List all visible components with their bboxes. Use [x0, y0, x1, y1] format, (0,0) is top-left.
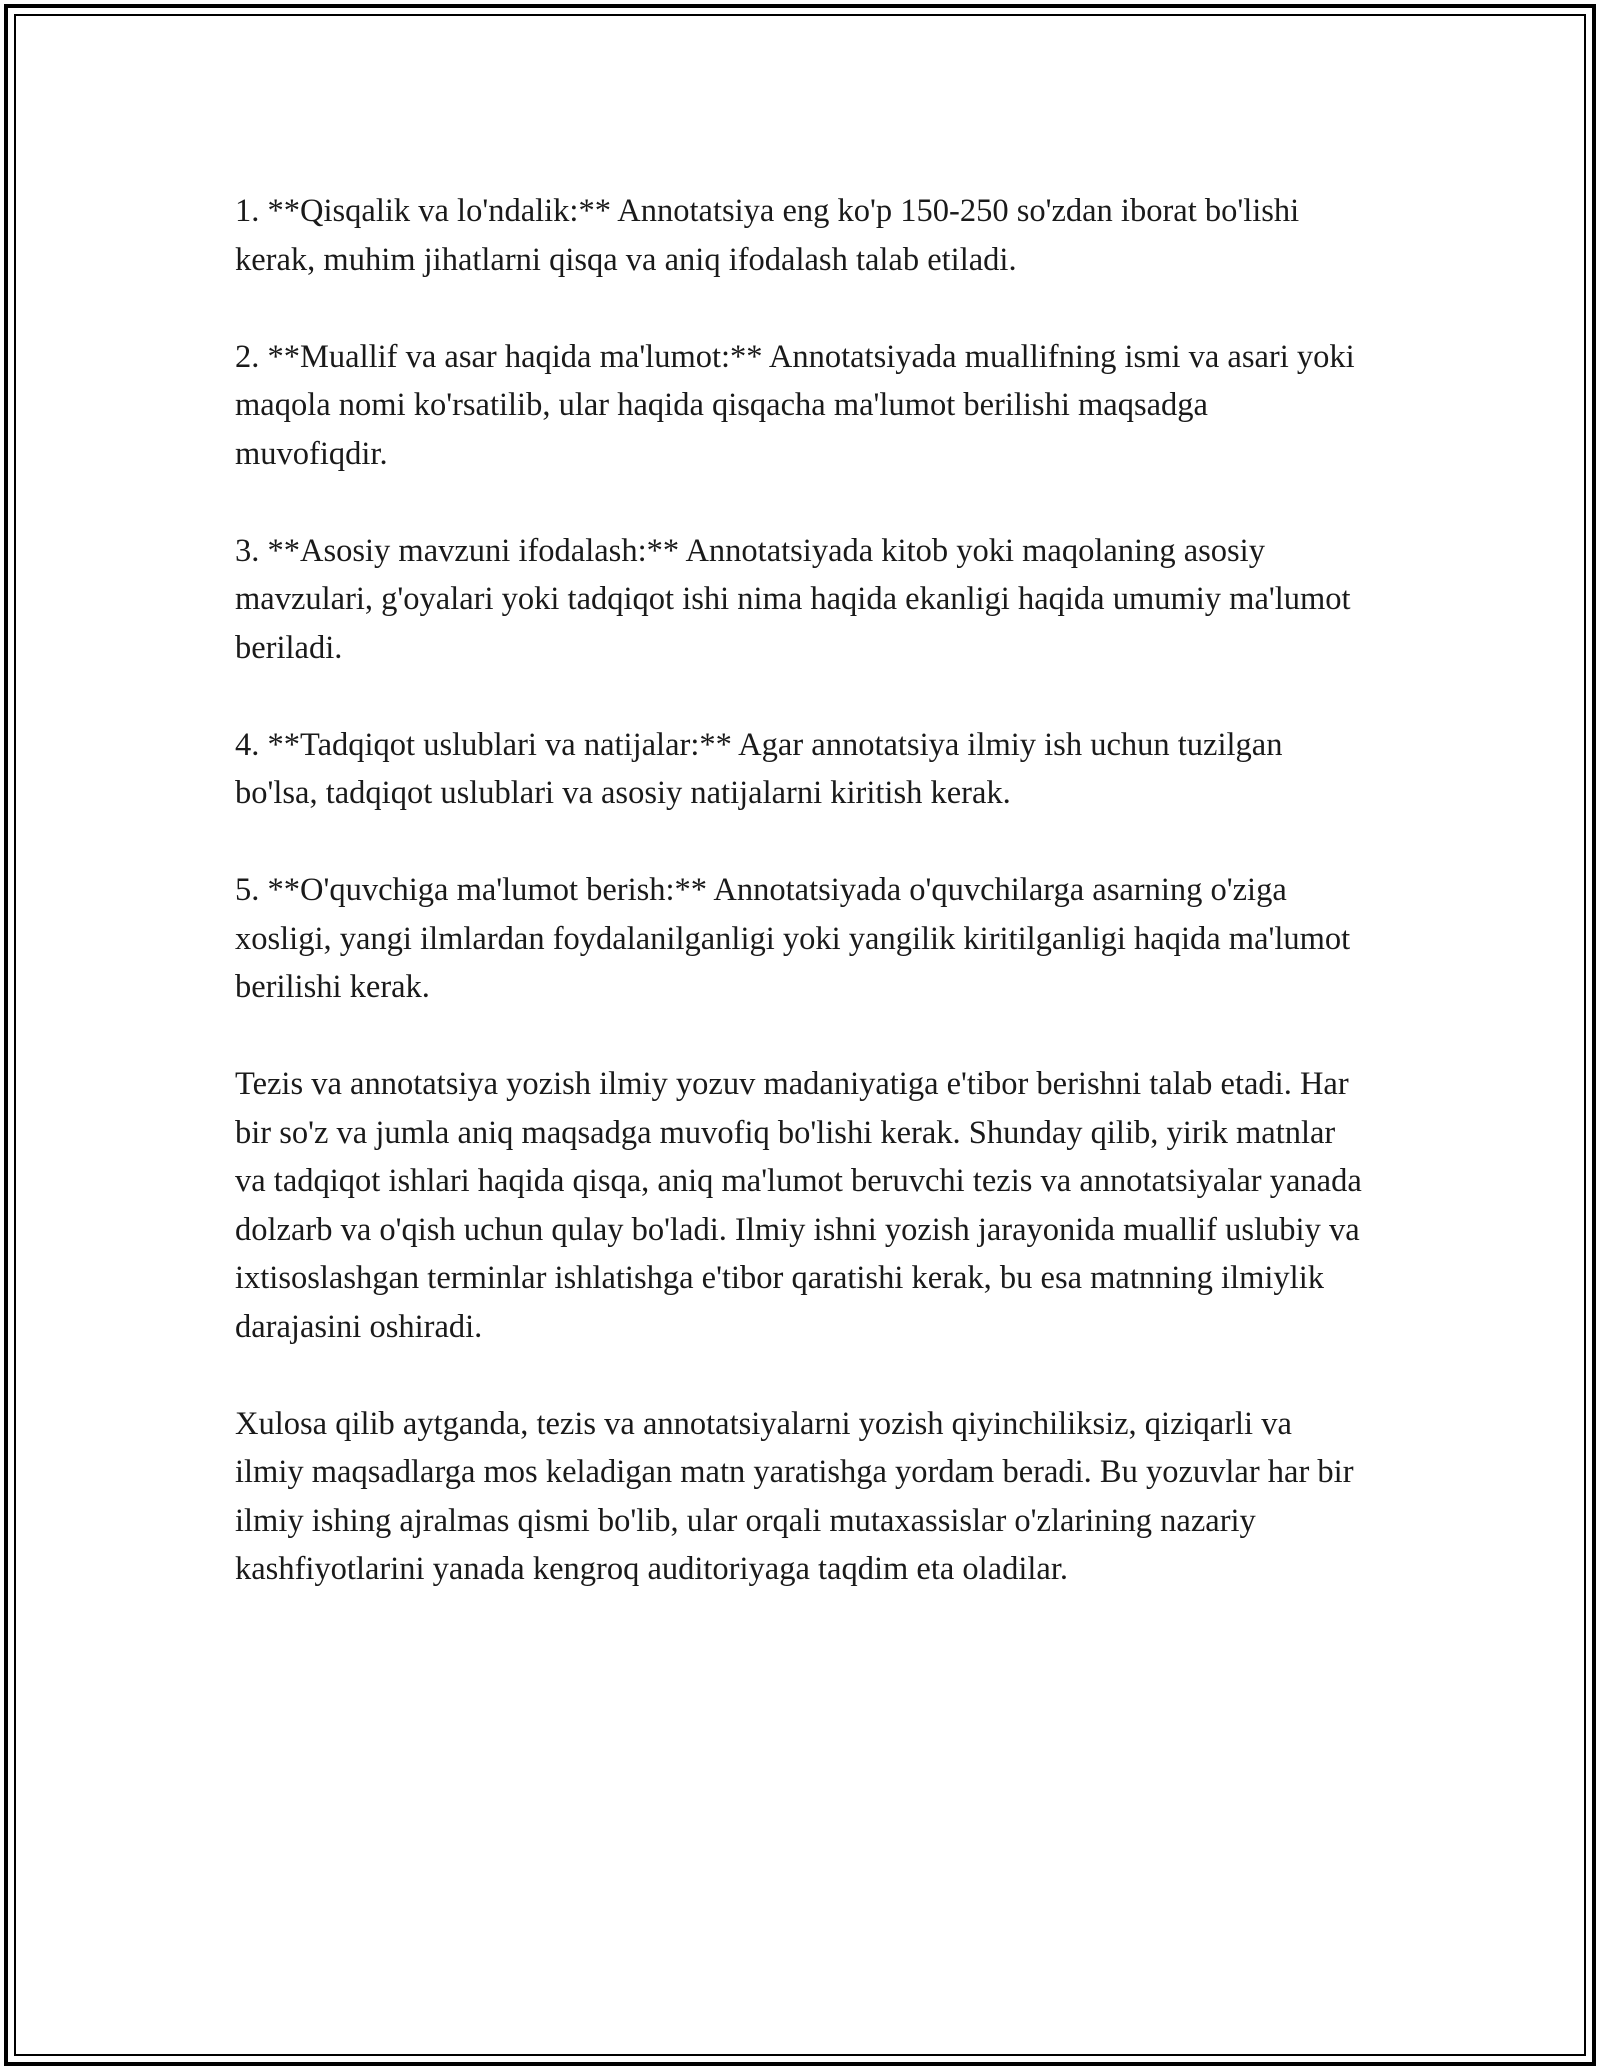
list-item-conciseness: 1. **Qisqalik va lo'ndalik:** Annotatsiya eng ko'p 150-250 so'zdan iborat bo'lishi kerak, muhim jihatlarni qisqa va aniq ifodalash talab etiladi.	[235, 193, 1300, 278]
body-paragraph-culture: Tezis va annotatsiya yozish ilmiy yozuv madaniyatiga e'tibor berishni talab etadi. Har bir so'z va jumla aniq maqsadga muvofiq bo'lishi kerak. Shunday qilib, yirik matnlar va tadqiqot ishlari haqida qisqa, aniq ma'lumot beruvchi tezis va annotatsiyalar yanada dolzarb va o'qish uchun qulay bo'ladi. Ilmiy ishni yozish jarayonida muallif uslubiy va ixtisoslashgan terminlar ishlatishga e'tibor qaratishi kerak, bu esa matnning ilmiylik darajasini oshiradi.	[235, 1066, 1362, 1345]
list-item-main-topic: 3. **Asosiy mavzuni ifodalash:** Annotatsiyada kitob yoki maqolaning asosiy mavzulari, g'oyalari yoki tadqiqot ishi nima haqida ekanligi haqida umumiy ma'lumot beriladi.	[235, 532, 1351, 666]
conclusion-paragraph: Xulosa qilib aytganda, tezis va annotatsiyalarni yozish qiyinchiliksiz, qiziqarli va ilmiy maqsadlarga mos keladigan matn yaratishga yordam beradi. Bu yozuvlar har bir ilmiy ishing ajralmas qismi bo'lib, ular orqali mutaxassislar o'zlarining nazariy kashfiyotlarini yanada kengroq auditoriyaga taqdim eta oladilar.	[235, 1405, 1354, 1587]
list-item-author-info: 2. **Muallif va asar haqida ma'lumot:** Annotatsiyada muallifning ismi va asari yoki maqola nomi ko'rsatilib, ular haqida qisqacha ma'lumot berilishi maqsadga muvofiqdir.	[235, 338, 1355, 472]
list-item-research-methods: 4. **Tadqiqot uslublari va natijalar:** Agar annotatsiya ilmiy ish uchun tuzilgan bo'lsa, tadqiqot uslublari va asosiy natijalarni kiritish kerak.	[235, 726, 1283, 811]
document-body	[235, 187, 1365, 1642]
list-item-reader-info: 5. **O'quvchiga ma'lumot berish:** Annotatsiyada o'quvchilarga asarning o'ziga xosligi, yangi ilmlardan foydalanilganligi yoki yangilik kiritilganligi haqida ma'lumot berilishi kerak.	[235, 872, 1351, 1005]
